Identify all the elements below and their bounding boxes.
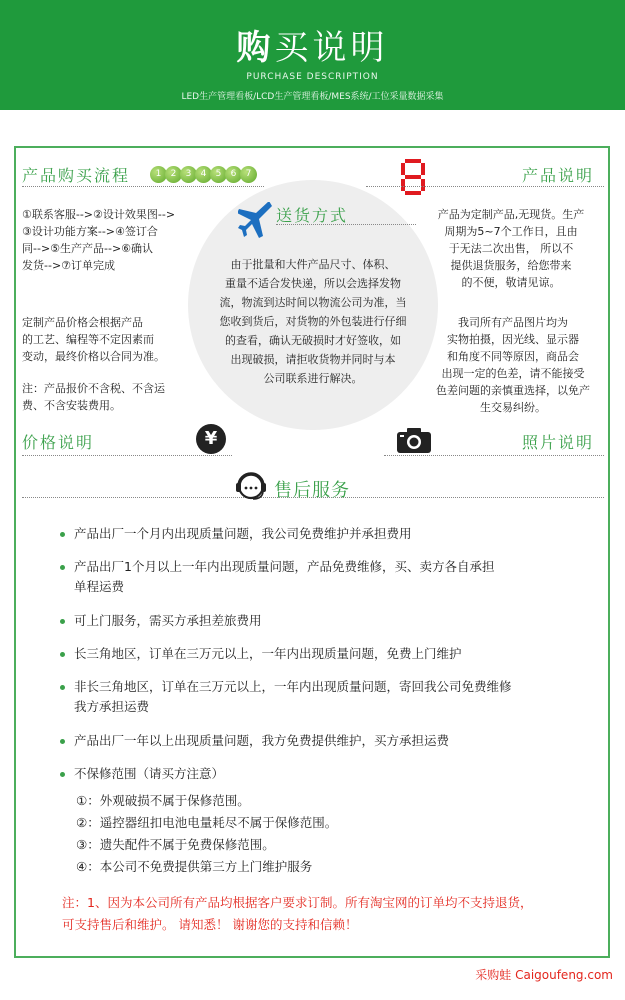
text-line: 发货-->⑦订单完成 [22,259,116,272]
text-line: 流，物流到达时间以物流公司为准，当 [219,296,407,309]
after-sales-item [60,644,462,664]
after-sales-line: 非长三角地区，订单在三万元以上，一年内出现质量问题，寄回我公司免费维修 [74,679,512,694]
step-ball: 6 [225,166,242,183]
digit-eight-icon [401,159,425,195]
text-line: 可支持售后和维护。 请知悉！ 谢谢您的支持和信赖！ [62,917,358,932]
airplane-icon [238,202,274,242]
purchase-flow-title: 产品购买流程 [22,166,131,185]
text-line: 和角度不同等原因，商品会 [447,350,579,363]
yen-icon: ¥ [196,424,226,454]
text-line: 注：产品报价不含税、不含运 [22,382,165,395]
page-subtitle: PURCHASE DESCRIPTION [246,72,379,82]
page-title: 购买说明 [236,28,389,68]
after-sales-item [60,524,412,544]
text-line: 的查看，确认无破损时才好签收，如 [225,334,401,347]
after-sales-note [62,892,532,936]
after-sales-line: 产品出厂1个月以上一年内出现质量问题，产品免费维修，买、卖方各自承担 [74,559,495,574]
after-sales-item [60,677,512,717]
page-tagline: LED生产管理看板/LCD生产管理看板/MES系统/工位采量数据采集 [181,92,444,102]
after-sales-line: 不保修范围（请买方注意） [74,766,225,781]
text-line: 费、不含安装费用。 [22,399,121,412]
delivery-title: 送货方式 [276,206,349,225]
photo-text [420,314,606,416]
exclusion-item: ①：外观破损不属于保修范围。 [76,793,250,808]
text-line: 于无法二次出售， 所以不 [448,242,574,255]
after-sales-line: 产品出厂一年以上出现质量问题，我方免费提供维护，买方承担运费 [74,733,450,748]
text-line: 出现一定的色差，请不能接受 [441,367,585,380]
product-desc-title: 产品说明 [522,166,595,185]
step-ball: 7 [240,166,257,183]
divider [384,455,604,456]
text-line: 的工艺、编程等不定因素而 [22,333,154,346]
bullet-dot [60,532,65,537]
step-ball: 3 [180,166,197,183]
after-sales-title: 售后服务 [274,480,350,501]
text-line: 产品为定制产品,无现货。生产 [437,208,585,221]
step-ball: 4 [195,166,212,183]
text-line: 提供退货服务，给您带来 [450,259,572,272]
after-sales-line: 可上门服务，需买方承担差旅费用 [74,613,262,628]
divider [22,455,232,456]
exclusion-item: ②：遥控器纽扣电池电量耗尽不属于保修范围。 [76,815,338,830]
text-line: 实物拍摄，因光线、显示器 [447,333,579,346]
text-line: 出现破损，请拒收货物并同时与本 [230,353,396,366]
exclusion-item: ④：本公司不免费提供第三方上门维护服务 [76,859,313,874]
price-title: 价格说明 [22,433,95,452]
step-ball: 5 [210,166,227,183]
divider [366,186,604,187]
price-note [22,380,165,414]
divider [22,186,264,187]
bullet-dot [60,685,65,690]
text-line: 注：1、因为本公司所有产品均根据客户要求订制。所有淘宝网的订单均不支持退货， [62,895,533,910]
after-sales-item [60,611,262,631]
text-line: 色差问题的亲慎重选择，以免产 [436,384,590,397]
after-sales-item [60,557,494,597]
bullet-dot [60,652,65,657]
photo-title: 照片说明 [522,433,595,452]
step-ball: 2 [165,166,182,183]
text-line: 公司联系进行解决。 [263,372,363,385]
text-line: 定制产品价格会根据产品 [22,316,143,329]
after-sales-line: 单程运费 [74,579,125,594]
divider [276,224,416,225]
text-line: ③设计功能方案-->④签订合 [22,225,158,238]
text-line: 的不便，敬请见谅。 [461,276,561,289]
after-sales-line: 我方承担运费 [74,699,150,714]
price-text [22,314,165,365]
text-line: ①联系客服-->②设计效果图--> [22,208,176,221]
headset-icon [234,469,268,507]
delivery-text [190,256,436,389]
text-line: 周期为5~7个工作日，且由 [444,225,578,238]
after-sales-line: 产品出厂一个月内出现质量问题，我公司免费维护并承担费用 [74,526,412,541]
text-line: 同-->⑤生产产品-->⑥确认 [22,242,154,255]
after-sales-item [60,731,449,751]
bullet-dot [60,772,65,777]
text-line: 您收到货后，对货物的外包装进行仔细 [219,315,407,328]
text-line: 生交易纠纷。 [480,401,546,414]
after-sales-item [60,764,224,784]
exclusion-item: ③：遗失配件不属于免费保修范围。 [76,837,275,852]
text-line: 我司所有产品图片均为 [458,316,568,329]
exclusion-list [76,792,337,880]
bullet-dot [60,619,65,624]
purchase-flow-text [22,206,175,274]
bullet-dot [60,739,65,744]
bullet-dot [60,565,65,570]
camera-icon [396,426,432,458]
text-line: 由于批量和大件产品尺寸、体积、 [230,258,396,271]
text-line: 变动，最终价格以合同为准。 [22,350,165,363]
footer-watermark: 采购蛙 Caigoufeng.com [475,968,613,982]
text-line: 重量不适合发快递，所以会选择发物 [225,277,401,290]
after-sales-line: 长三角地区，订单在三万元以上，一年内出现质量问题，免费上门维护 [74,646,462,661]
product-desc-text [418,206,604,291]
step-ball: 1 [150,166,167,183]
